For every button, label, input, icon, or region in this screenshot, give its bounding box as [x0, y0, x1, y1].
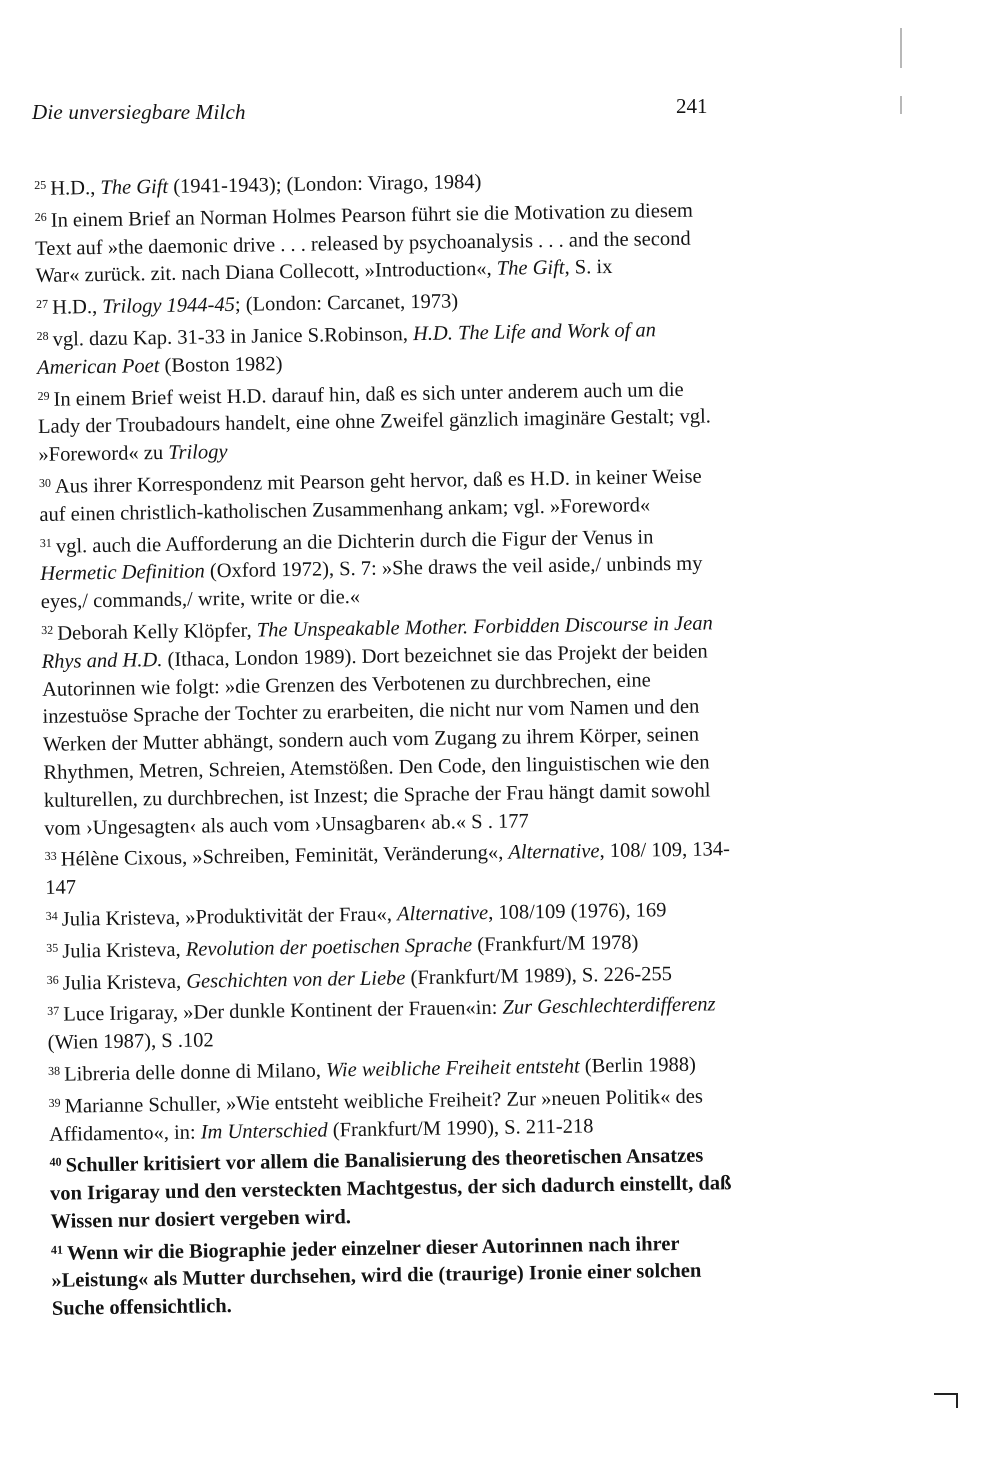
footnote-title-italic: The Unspeakable Mother. Forbidden Discourse in Jean Rhys and H.D. — [41, 612, 713, 673]
footnote-text: (1941-1943); (London: Virago, 1984) — [167, 170, 482, 198]
footnote-number: 39 — [48, 1095, 61, 1110]
footnote-29 — [37, 372, 728, 470]
footnote-39 — [48, 1079, 739, 1149]
footnote-title-italic: Geschichten von der Liebe — [186, 966, 406, 993]
footnote-title-italic: Hermetic Definition — [40, 560, 206, 586]
footnote-number: 35 — [46, 940, 59, 955]
footnote-text: vgl. auch die Aufforderung an die Dichterin durch die Figur der Venus in — [55, 525, 654, 558]
footnote-text: Julia Kristeva, — [62, 970, 187, 995]
footnotes-list — [34, 161, 742, 1324]
footnote-text: (Ithaca, London 1989). Dort bezeichnet sie das Projekt der beiden Autorinnen wie folgt: »die Grenzen des Verbotenen zu durchbrechen, eine inzestuöse Sprache der Tochter zu erarbeiten, die nicht nur vom Namen und den Werken der Mutter abhängt, sondern auch vom Zugang zu ihrem Körper, seinen Rhythmen, Metren, Schreien, Atemstößen. Den Code, den linguistischen wie den kulturellen, zu durchbrechen, ist Inzest; die Sprache der Frau hängt damit sowohl vom ›Ungesagten‹ als auch vom ›Unsagbaren‹ ab.« S . 177 — [41, 640, 711, 840]
footnote-title-italic: Trilogy — [168, 441, 228, 465]
scan-artifact-line — [900, 96, 902, 114]
footnote-31 — [40, 519, 731, 617]
footnote-text: (Wien 1987), S .102 — [47, 1029, 214, 1055]
footnote-text: H.D., — [51, 296, 103, 319]
footnote-text: H.D., — [50, 176, 101, 200]
footnote-text: ; (London: Carcanet, 1973) — [234, 290, 459, 317]
footnote-30 — [39, 459, 730, 529]
footnote-text: Julia Kristeva, — [62, 938, 186, 963]
footnote-text: , 108/109 (1976), 169 — [487, 899, 667, 924]
footnote-text: Aus ihrer Korrespondenz mit Pearson geht hervor, daß es H.D. in keiner Weise auf einen christlich-katholischen Zusammenhang ankam; vgl. »Foreword« — [39, 465, 702, 526]
footnote-text: Schuller kritisiert vor allem die Banalisierung des theoretischen Ansatzes von Irigaray und den versteckten Machtgestus, der sich dadurch einstellt, daß Wissen nur dosiert vergeben wird. — [49, 1144, 732, 1233]
footnote-number: 27 — [35, 296, 49, 312]
footnote-text: In einem Brief weist H.D. darauf hin, daß es sich unter anderem auch um die Lady der Troubadours handelt, eine ohne Zweifel gänzlich imaginäre Gestalt; vgl. »Foreword« zu — [37, 378, 711, 467]
footnote-32 — [41, 606, 734, 843]
footnote-41 — [51, 1226, 742, 1324]
footnote-number: 25 — [34, 177, 47, 192]
page-number: 241 — [676, 94, 708, 118]
footnote-number: 28 — [36, 328, 49, 343]
footnote-text: Libreria delle donne di Milano, — [64, 1059, 327, 1086]
footnote-text: Deborah Kelly Klöpfer, — [57, 619, 257, 645]
footnote-number: 37 — [47, 1004, 60, 1019]
footnote-text: (Frankfurt/M 1978) — [471, 931, 639, 956]
footnote-title-italic: H.D. The Life and Work of an American Poet — [36, 319, 657, 379]
footnote-33 — [45, 832, 736, 902]
footnote-title-italic: Revolution der poetischen Sprache — [185, 933, 473, 961]
crop-mark — [934, 1393, 958, 1408]
footnote-number: 31 — [39, 535, 52, 550]
footnote-number: 33 — [44, 849, 57, 864]
footnote-number: 41 — [50, 1242, 64, 1257]
footnote-40 — [49, 1138, 740, 1236]
footnote-number: 30 — [38, 475, 51, 490]
footnote-text: (Frankfurt/M 1990), S. 211-218 — [327, 1114, 594, 1142]
footnote-number: 34 — [45, 908, 58, 923]
footnote-title-italic: The Gift — [100, 175, 169, 199]
footnote-number: 29 — [37, 388, 50, 403]
footnote-text: (Oxford 1972), S. 7: »She draws the veil aside,/ unbinds my eyes,/ commands,/ write, write or die.« — [40, 552, 703, 614]
footnote-number: 38 — [48, 1063, 61, 1078]
footnote-28 — [36, 312, 727, 382]
footnote-26 — [34, 193, 725, 291]
footnote-title-italic: Im Unterschied — [200, 1119, 328, 1143]
footnote-text: Julia Kristeva, »Produktivität der Frau«, — [61, 903, 398, 931]
footnote-text: (Boston 1982) — [159, 352, 283, 377]
footnote-number: 40 — [49, 1154, 62, 1170]
footnote-37 — [47, 987, 738, 1057]
footnote-text: , 108/ 109, 134-147 — [45, 838, 731, 900]
footnote-text: In einem Brief an Norman Holmes Pearson führt sie die Motivation zu diesem Text auf »the daemonic drive . . . released by psychoanalysis . . . and the second War« zurück. zit. nach Diana Collecott, »Introduction«, — [35, 199, 694, 288]
footnote-number: 32 — [41, 622, 54, 637]
footnote-text: Marianne Schuller, »Wie entsteht weibliche Freiheit? Zur »neuen Politik« des Affidamento«, in: — [48, 1085, 704, 1146]
footnote-title-italic: Wie weibliche Freiheit entsteht — [325, 1055, 580, 1082]
running-header-title: Die unversiegbare Milch — [32, 100, 246, 124]
footnote-text: Hélène Cixous, »Schreiben, Feminität, Veränderung«, — [60, 841, 509, 871]
footnote-title-italic: Zur Geschlechterdifferenz — [502, 993, 716, 1020]
footnote-text: , S. ix — [564, 256, 613, 280]
footnote-title-italic: Alternative — [396, 901, 489, 926]
footnote-text: Wenn wir die Biographie jeder einzelner dieser Autorinnen nach ihrer »Leistung« als Mutter durchsehen, wird die (traurige) Ironie einer solchen Suche offensichtlich. — [51, 1232, 702, 1321]
footnote-title-italic: Trilogy 1944-45 — [102, 294, 236, 319]
scan-artifact-line — [900, 28, 902, 68]
footnote-number: 36 — [46, 972, 59, 987]
footnote-text: Luce Irigaray, »Der dunkle Kontinent der Frauen«in: — [63, 997, 503, 1026]
footnote-text: (Frankfurt/M 1989), S. 226-255 — [405, 962, 673, 989]
footnote-title-italic: The Gift — [496, 257, 565, 281]
footnote-text: vgl. dazu Kap. 31-33 in Janice S.Robinson, — [52, 323, 414, 351]
footnote-number: 26 — [34, 209, 47, 224]
footnote-title-italic: Alternative — [508, 840, 600, 864]
footnote-text: (Berlin 1988) — [579, 1053, 697, 1078]
